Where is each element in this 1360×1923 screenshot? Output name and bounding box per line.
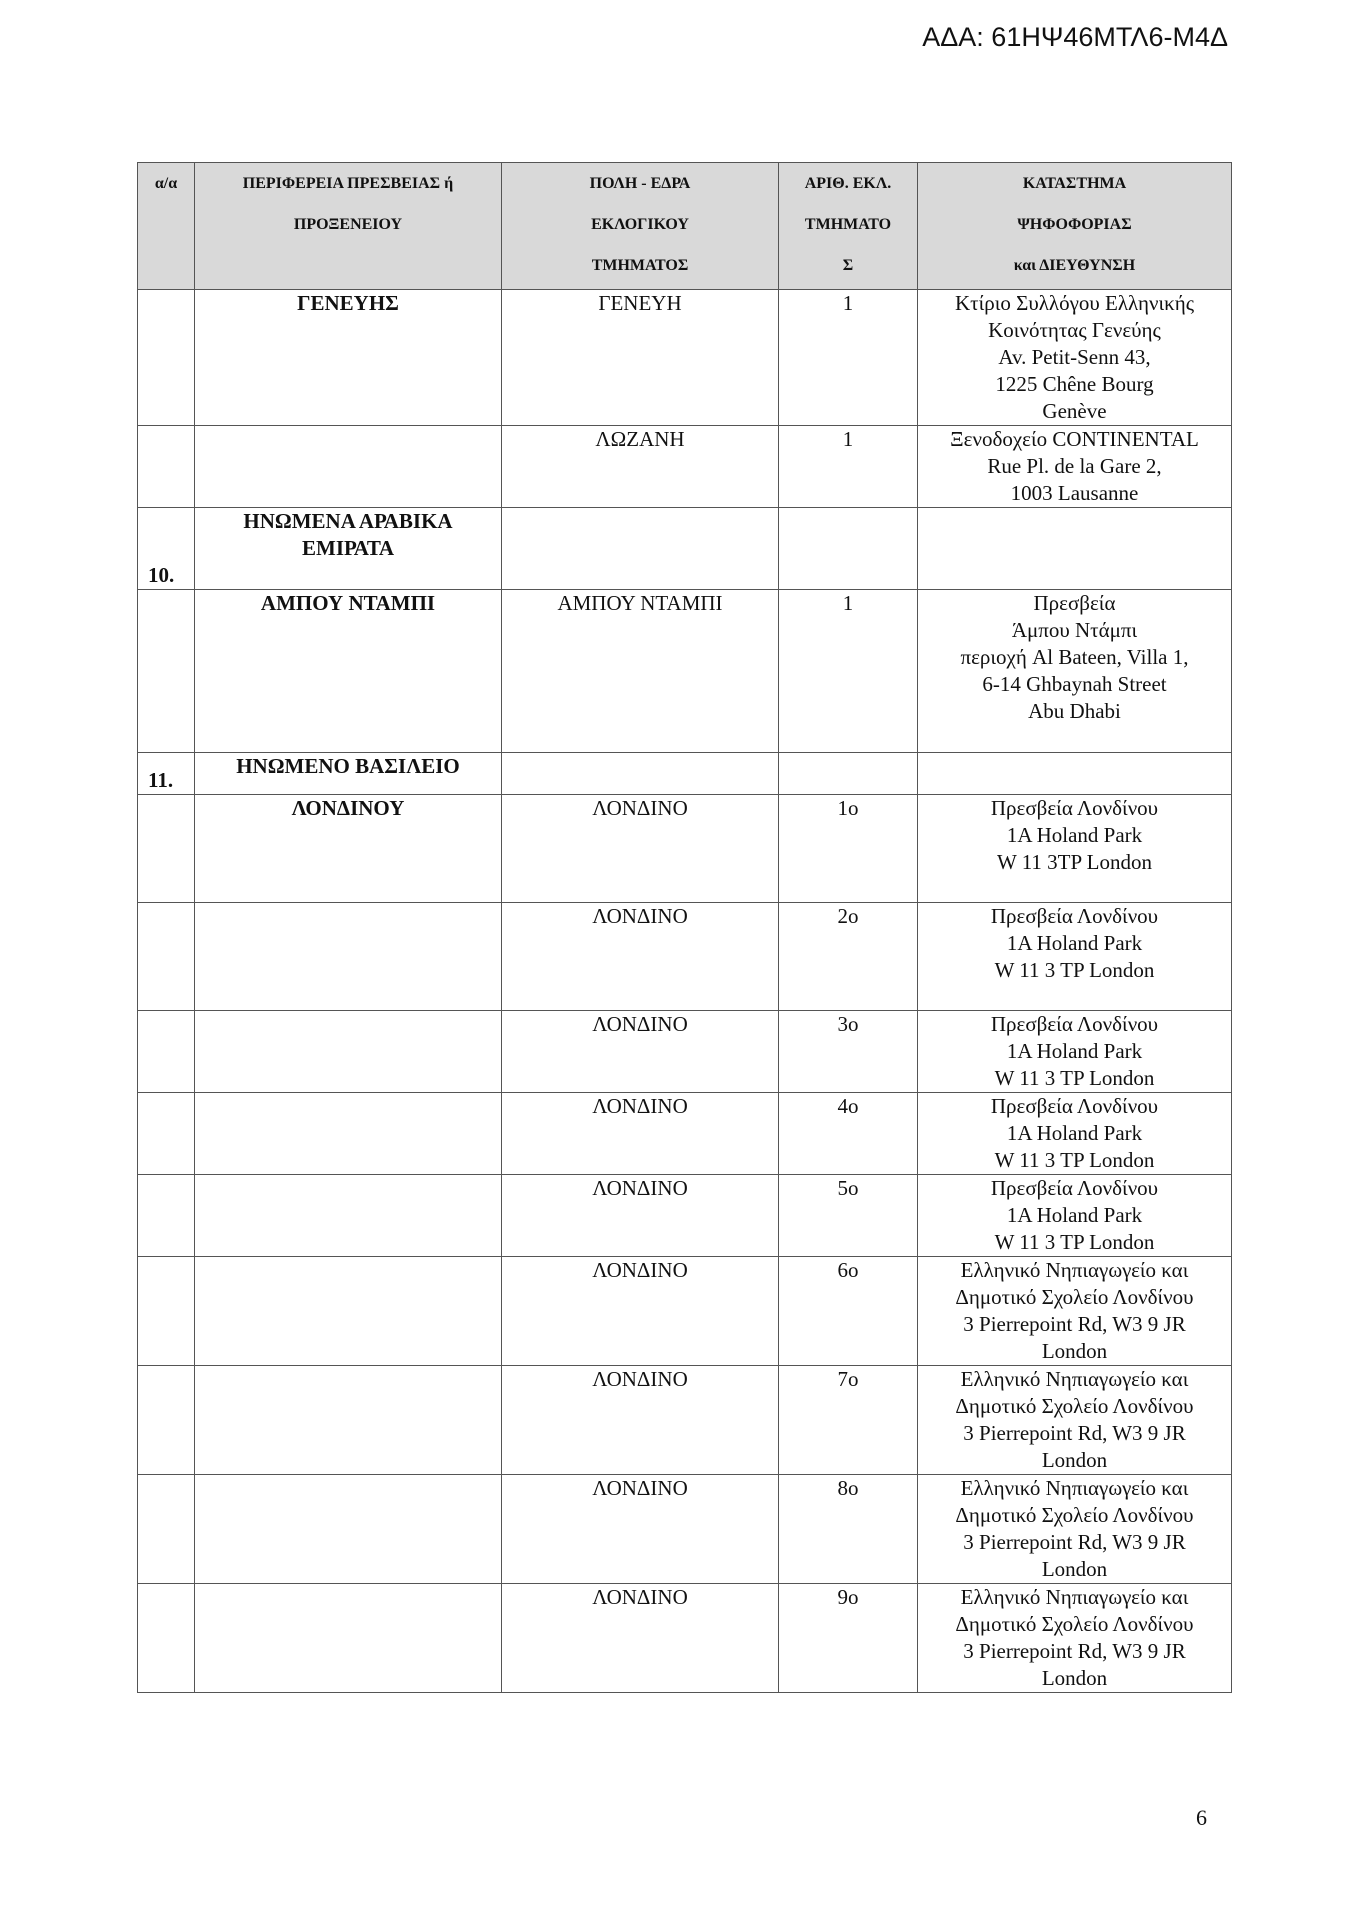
address-line: 1A Holand Park xyxy=(1006,1039,1143,1063)
address-line: 1A Holand Park xyxy=(1006,823,1143,847)
row-index xyxy=(138,1011,195,1093)
city-cell xyxy=(502,508,779,590)
address-line: Δημοτικό Σχολείο Λονδίνου xyxy=(955,1503,1194,1527)
address-line: 6-14 Ghbaynah Street xyxy=(982,672,1167,696)
region-cell xyxy=(195,1175,502,1257)
address-line: Δημοτικό Σχολείο Λονδίνου xyxy=(955,1612,1194,1636)
row-index xyxy=(138,590,195,753)
section-number-cell: 4ο xyxy=(779,1093,918,1175)
address-line: Ξενοδοχείο CONTINENTAL xyxy=(950,427,1199,451)
city-cell: ΛΟΝΔΙΝΟ xyxy=(502,1584,779,1693)
address-line: Ελληνικό Νηπιαγωγείο και xyxy=(960,1367,1189,1391)
row-index: 10. xyxy=(138,508,195,590)
address-line: Ελληνικό Νηπιαγωγείο και xyxy=(960,1476,1189,1500)
region-cell xyxy=(195,508,502,590)
row-index xyxy=(138,290,195,426)
section-number-cell: 1ο xyxy=(779,795,918,903)
section-number-cell xyxy=(779,508,918,590)
region-cell xyxy=(195,1366,502,1475)
address-cell xyxy=(918,1093,1232,1175)
header-polling-station: ΚΑΤΑΣΤΗΜΑ ΨΗΦΟΦΟΡΙΑΣ και ΔΙΕΥΘΥΝΣΗ xyxy=(918,163,1232,290)
address-line: Δημοτικό Σχολείο Λονδίνου xyxy=(955,1285,1194,1309)
header-index: α/α xyxy=(138,163,195,290)
address-line: 3 Pierrepoint Rd, W3 9 JR xyxy=(963,1312,1186,1336)
region-cell xyxy=(195,590,502,753)
table-row xyxy=(138,1584,1232,1693)
address-line: London xyxy=(1041,1339,1108,1363)
address-cell xyxy=(918,903,1232,1011)
address-line: Πρεσβεία Λονδίνου xyxy=(990,1094,1159,1118)
city-cell: ΛΟΝΔΙΝΟ xyxy=(502,1366,779,1475)
address-cell xyxy=(918,1175,1232,1257)
address-line: 1003 Lausanne xyxy=(1010,481,1139,505)
address-cell xyxy=(918,1257,1232,1366)
address-line: 3 Pierrepoint Rd, W3 9 JR xyxy=(963,1421,1186,1445)
address-cell xyxy=(918,508,1232,590)
city-cell xyxy=(502,753,779,795)
table-row xyxy=(138,753,1232,795)
page-number: 6 xyxy=(1196,1805,1207,1830)
section-number-cell xyxy=(779,753,918,795)
address-line: 3 Pierrepoint Rd, W3 9 JR xyxy=(963,1530,1186,1554)
region-line: ΕΜΙΡΑΤΑ xyxy=(302,536,394,560)
address-line: Rue Pl. de la Gare 2, xyxy=(987,454,1162,478)
table-row xyxy=(138,1011,1232,1093)
address-line: Av. Petit-Senn 43, xyxy=(998,345,1151,369)
section-number-cell: 7ο xyxy=(779,1366,918,1475)
address-line: Κτίριο Συλλόγου Ελληνικής xyxy=(954,291,1195,315)
address-cell xyxy=(918,753,1232,795)
address-line: Άμπου Ντάμπι xyxy=(1011,618,1138,642)
address-cell xyxy=(918,590,1232,753)
region-line: ΑΜΠΟΥ ΝΤΑΜΠΙ xyxy=(260,591,436,615)
table-row xyxy=(138,590,1232,753)
address-line: 1A Holand Park xyxy=(1006,1121,1143,1145)
table-row xyxy=(138,1257,1232,1366)
region-cell xyxy=(195,795,502,903)
table-row xyxy=(138,903,1232,1011)
section-number-cell: 1 xyxy=(779,426,918,508)
address-line: Ελληνικό Νηπιαγωγείο και xyxy=(960,1585,1189,1609)
table-row xyxy=(138,1175,1232,1257)
table-row xyxy=(138,1093,1232,1175)
address-cell xyxy=(918,290,1232,426)
address-line: Δημοτικό Σχολείο Λονδίνου xyxy=(955,1394,1194,1418)
city-cell: ΛΟΝΔΙΝΟ xyxy=(502,903,779,1011)
header-city: ΠΟΛΗ - ΕΔΡΑ ΕΚΛΟΓΙΚΟΥ ΤΜΗΜΑΤΟΣ xyxy=(502,163,779,290)
address-cell xyxy=(918,795,1232,903)
table-row xyxy=(138,290,1232,426)
region-cell xyxy=(195,1011,502,1093)
address-line: W 11 3 TP London xyxy=(994,1230,1155,1254)
region-cell xyxy=(195,903,502,1011)
polling-stations-table xyxy=(137,162,1232,1693)
section-number-cell: 5ο xyxy=(779,1175,918,1257)
row-index xyxy=(138,426,195,508)
address-line: Πρεσβεία xyxy=(1033,591,1116,615)
table-header-row xyxy=(138,163,1232,290)
address-line: Πρεσβεία Λονδίνου xyxy=(990,1012,1159,1036)
address-line: Πρεσβεία Λονδίνου xyxy=(990,796,1159,820)
address-cell xyxy=(918,1475,1232,1584)
row-index xyxy=(138,1584,195,1693)
address-line: περιοχή Al Bateen, Villa 1, xyxy=(960,645,1189,669)
address-cell xyxy=(918,1366,1232,1475)
address-line: W 11 3 TP London xyxy=(994,958,1155,982)
address-line: W 11 3TP London xyxy=(997,850,1152,874)
region-cell xyxy=(195,290,502,426)
region-line: ΓΕΝΕΥΗΣ xyxy=(297,291,399,315)
city-cell: ΑΜΠΟΥ ΝΤΑΜΠΙ xyxy=(502,590,779,753)
address-line: 1225 Chêne Bourg xyxy=(995,372,1154,396)
table-row xyxy=(138,1366,1232,1475)
address-line: Ελληνικό Νηπιαγωγείο και xyxy=(960,1258,1189,1282)
row-index xyxy=(138,1366,195,1475)
row-index xyxy=(138,1257,195,1366)
region-cell xyxy=(195,753,502,795)
region-cell xyxy=(195,1257,502,1366)
row-index xyxy=(138,1093,195,1175)
row-index xyxy=(138,1175,195,1257)
section-number-cell: 6ο xyxy=(779,1257,918,1366)
address-line: Genève xyxy=(1042,399,1107,423)
city-cell: ΛΟΝΔΙΝΟ xyxy=(502,1475,779,1584)
ada-reference: ΑΔΑ: 61ΗΨ46ΜΤΛ6-Μ4Δ xyxy=(922,22,1228,52)
address-line: Πρεσβεία Λονδίνου xyxy=(990,1176,1159,1200)
table-row xyxy=(138,426,1232,508)
address-line: W 11 3 TP London xyxy=(994,1148,1155,1172)
address-line: London xyxy=(1041,1448,1108,1472)
row-index xyxy=(138,903,195,1011)
section-number-cell: 9ο xyxy=(779,1584,918,1693)
table-row xyxy=(138,795,1232,903)
section-number-cell: 1 xyxy=(779,590,918,753)
section-number-cell: 3ο xyxy=(779,1011,918,1093)
address-line: Abu Dhabi xyxy=(1028,699,1121,723)
table-row xyxy=(138,1475,1232,1584)
city-cell: ΛΩΖΑΝΗ xyxy=(502,426,779,508)
address-line: 1A Holand Park xyxy=(1006,1203,1143,1227)
address-cell xyxy=(918,426,1232,508)
city-cell: ΛΟΝΔΙΝΟ xyxy=(502,795,779,903)
region-line: ΗΝΩΜΕΝΑ ΑΡΑΒΙΚΑ xyxy=(243,509,453,533)
region-line: ΗΝΩΜΕΝΟ ΒΑΣΙΛΕΙΟ xyxy=(236,754,460,778)
address-line: London xyxy=(1041,1557,1108,1581)
address-line: London xyxy=(1041,1666,1108,1690)
city-cell: ΓΕΝΕΥΗ xyxy=(502,290,779,426)
address-line: 3 Pierrepoint Rd, W3 9 JR xyxy=(963,1639,1186,1663)
region-line: ΛΟΝΔΙΝΟΥ xyxy=(291,796,405,820)
address-line: Κοινότητας Γενεύης xyxy=(988,318,1161,342)
row-index xyxy=(138,1475,195,1584)
row-index: 11. xyxy=(138,753,195,795)
address-cell xyxy=(918,1011,1232,1093)
header-region: ΠΕΡΙΦΕΡΕΙΑ ΠΡΕΣΒΕΙΑΣ ή ΠΡΟΞΕΝΕΙΟΥ xyxy=(195,163,502,290)
address-line: 1A Holand Park xyxy=(1006,931,1143,955)
region-cell xyxy=(195,1584,502,1693)
city-cell: ΛΟΝΔΙΝΟ xyxy=(502,1011,779,1093)
city-cell: ΛΟΝΔΙΝΟ xyxy=(502,1175,779,1257)
city-cell: ΛΟΝΔΙΝΟ xyxy=(502,1093,779,1175)
section-number-cell: 2ο xyxy=(779,903,918,1011)
address-line: Πρεσβεία Λονδίνου xyxy=(990,904,1159,928)
region-cell xyxy=(195,1093,502,1175)
row-index xyxy=(138,795,195,903)
address-cell xyxy=(918,1584,1232,1693)
section-number-cell: 1 xyxy=(779,290,918,426)
header-section-number: ΑΡΙΘ. ΕΚΛ. ΤΜΗΜΑΤΟ Σ xyxy=(779,163,918,290)
address-line: W 11 3 TP London xyxy=(994,1066,1155,1090)
city-cell: ΛΟΝΔΙΝΟ xyxy=(502,1257,779,1366)
table-row xyxy=(138,508,1232,590)
section-number-cell: 8ο xyxy=(779,1475,918,1584)
region-cell xyxy=(195,426,502,508)
region-cell xyxy=(195,1475,502,1584)
